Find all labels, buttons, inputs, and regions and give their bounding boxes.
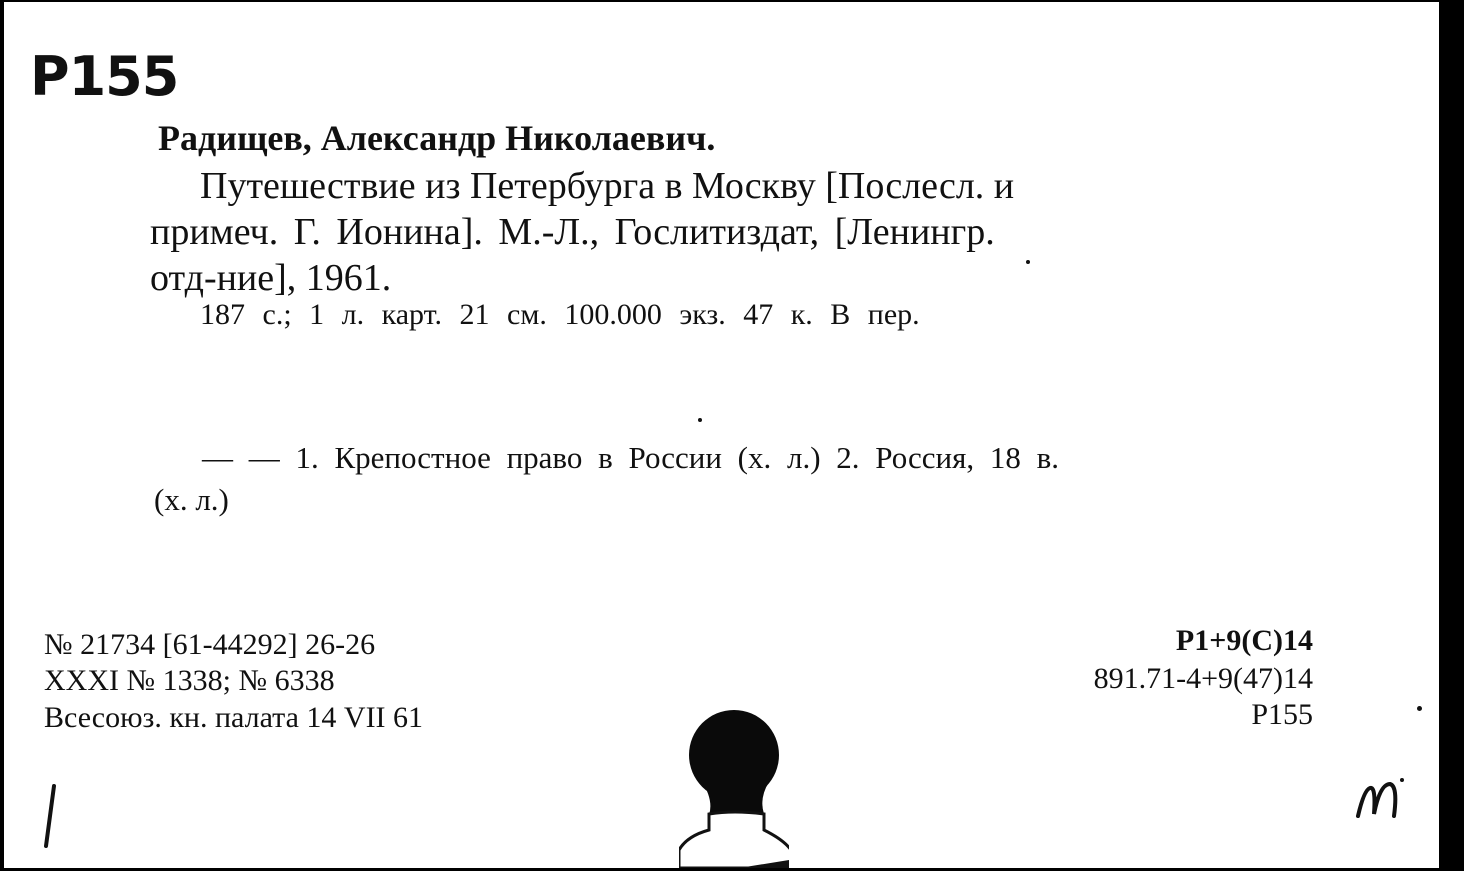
card-face bbox=[4, 2, 1449, 868]
title-line-1: Путешествие из Петербурга в Москву [Послесл. и bbox=[200, 165, 1015, 207]
publisher-imprint: Всесоюз. кн. палата 14 VII 61 bbox=[44, 701, 424, 734]
subject-tracings-line-1: — — 1. Крепостное право в России (х. л.) 2. Россия, 18 в. bbox=[202, 440, 1060, 475]
card-hole-icon bbox=[679, 710, 789, 868]
author-mark: P155 bbox=[1251, 698, 1313, 731]
collation-line: 187 с.; 1 л. карт. 21 см. 100.000 экз. 47 к. В пер. bbox=[200, 298, 920, 331]
handwritten-stroke-icon bbox=[40, 782, 60, 850]
classification-code: P1+9(C)14 bbox=[1175, 624, 1313, 657]
title-line-2: примеч. Г. Ионина]. М.-Л., Гослитиздат, [Ленингр. bbox=[150, 211, 995, 253]
udc-code: 891.71-4+9(47)14 bbox=[1093, 662, 1313, 695]
title-line-3: отд-ние], 1961. bbox=[150, 257, 392, 299]
speck bbox=[1417, 706, 1422, 711]
chronicle-reference: XXXI № 1338; № 6338 bbox=[44, 664, 335, 697]
subject-tracings-line-2: (х. л.) bbox=[154, 482, 229, 517]
speck bbox=[1026, 260, 1030, 264]
speck bbox=[698, 418, 702, 422]
registration-number: № 21734 [61-44292] 26-26 bbox=[44, 628, 376, 661]
handwritten-call-number: P155 bbox=[30, 45, 179, 108]
author-heading: Радищев, Александр Николаевич. bbox=[158, 118, 716, 158]
handwritten-mark-icon bbox=[1354, 770, 1406, 822]
